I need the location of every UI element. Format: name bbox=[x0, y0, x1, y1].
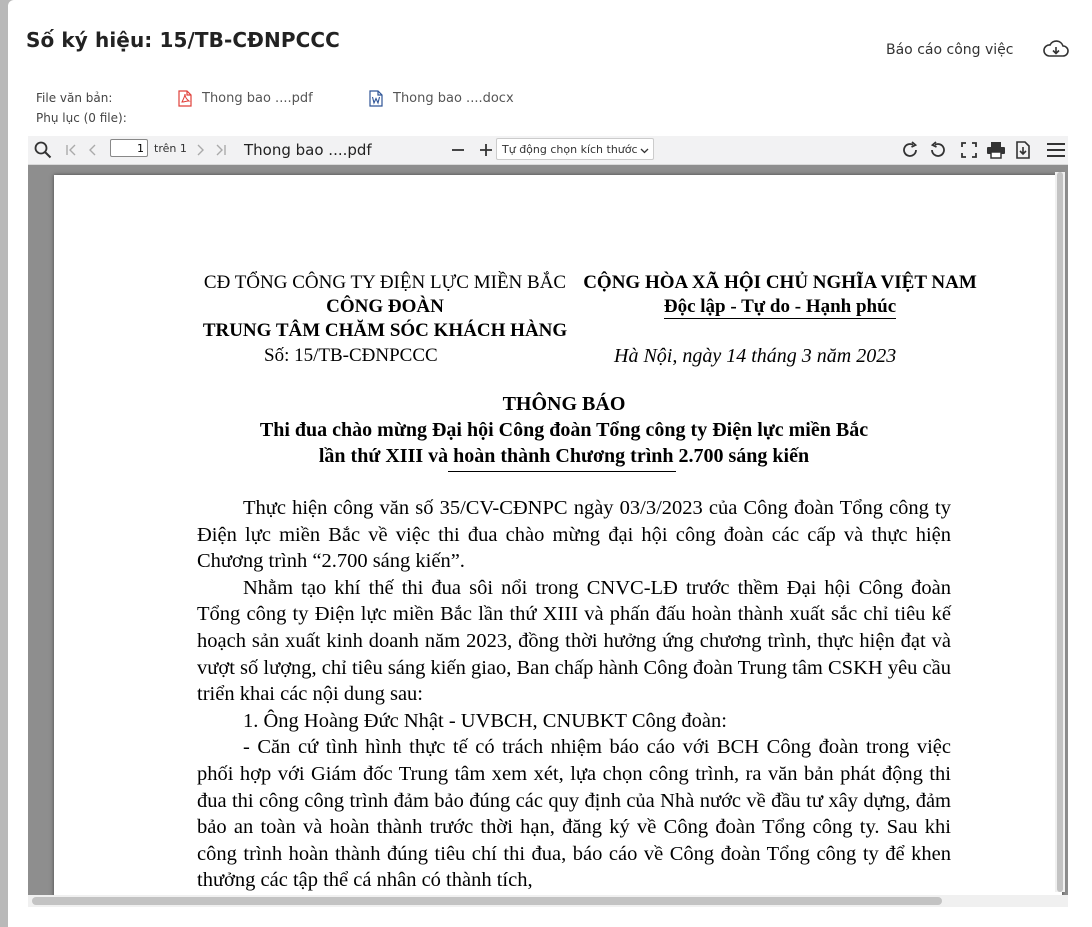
nation-line-1: CỘNG HÒA XÃ HỘI CHỦ NGHĨA VIỆT NAM bbox=[583, 272, 977, 293]
document-body bbox=[197, 495, 951, 894]
vertical-scrollbar[interactable] bbox=[1055, 172, 1065, 892]
body-paragraph: - Căn cứ tình hình thực tế có trách nhiệm báo cáo với BCH Công đoàn trong việc phối hợp với Giám đốc Trung tâm xem xét, lựa chọn công trình, ra văn bản phát động thi đua thi công công trình đảm bảo đúng các quy định của Nhà nước về đầu tư xây dựng, đảm bảo an toàn và hoàn thành trước thời hạn, đăng ký về Công đoàn Tổng công ty. Sau khi công trình hoàn thành đúng tiêu chí thi đua, báo cáo về Công đoàn Tổng công ty để khen thưởng các tập thể cá nhân có thành tích, bbox=[197, 736, 951, 892]
subtitle-underline bbox=[448, 471, 676, 472]
organization-header bbox=[192, 271, 578, 343]
previous-page-icon[interactable] bbox=[84, 140, 102, 160]
pdf-viewer[interactable] bbox=[28, 165, 1068, 907]
rotate-clockwise-icon[interactable] bbox=[898, 140, 922, 160]
body-paragraph: 1. Ông Hoàng Đức Nhật - UVBCH, CNUBKT Công đoàn: bbox=[243, 709, 727, 732]
zoom-select[interactable] bbox=[496, 138, 654, 160]
print-icon[interactable] bbox=[984, 140, 1008, 160]
pdf-page bbox=[54, 175, 1062, 907]
docx-file-name: Thong bao ....docx bbox=[393, 91, 514, 106]
zoom-select-value: Tự động chọn kích thước bbox=[502, 143, 638, 156]
appendix-label: Phụ lục (0 file): bbox=[36, 111, 127, 125]
next-page-icon[interactable] bbox=[192, 140, 208, 160]
page-number-input[interactable] bbox=[110, 139, 148, 157]
body-paragraph: Thực hiện công văn số 35/CV-CĐNPC ngày 03/3/2023 của Công đoàn Tổng công ty Điện lực miền Bắc về việc thi đua chào mừng đại hội công đoàn các cấp và thực hiện Chương trình “2.700 sáng kiến”. bbox=[197, 497, 951, 573]
zoom-out-icon[interactable] bbox=[448, 140, 468, 160]
pdf-file-link[interactable] bbox=[178, 90, 313, 107]
work-report-link[interactable]: Báo cáo công việc bbox=[886, 42, 1014, 58]
menu-icon[interactable] bbox=[1044, 140, 1068, 160]
download-file-icon[interactable] bbox=[1012, 140, 1034, 160]
nation-line-2: Độc lập - Tự do - Hạnh phúc bbox=[663, 296, 897, 317]
cloud-download-icon[interactable] bbox=[1042, 38, 1070, 60]
toolbar-file-name: Thong bao ....pdf bbox=[244, 141, 372, 159]
search-icon[interactable] bbox=[32, 140, 54, 160]
word-file-icon bbox=[369, 90, 383, 107]
first-page-icon[interactable] bbox=[62, 140, 80, 160]
vertical-scroll-thumb[interactable] bbox=[1057, 172, 1063, 892]
org-line-3: TRUNG TÂM CHĂM SÓC KHÁCH HÀNG bbox=[202, 320, 568, 341]
notice-subtitle-2: lần thứ XIII và hoàn thành Chương trình 2.700 sáng kiến bbox=[318, 445, 810, 467]
pdf-toolbar bbox=[28, 136, 1068, 165]
notice-title: THÔNG BÁO bbox=[502, 393, 626, 415]
notice-subtitle-1: Thi đua chào mừng Đại hội Công đoàn Tổng công ty Điện lực miền Bắc bbox=[259, 419, 869, 441]
document-number: Số: 15/TB-CĐNPCCC bbox=[264, 345, 438, 366]
last-page-icon[interactable] bbox=[212, 140, 230, 160]
chevron-down-icon bbox=[640, 145, 649, 158]
horizontal-scrollbar[interactable] bbox=[28, 895, 1068, 907]
nation-header bbox=[580, 271, 980, 319]
body-paragraph: Nhằm tạo khí thế thi đua sôi nổi trong CNVC-LĐ trước thềm Đại hội Công đoàn Tổng công ty Điện lực miền Bắc lần thứ XIII và phấn đấu hoàn thành xuất sắc chỉ tiêu kế hoạch sản xuất kinh doanh năm 2023, đồng thời hưởng ứng chương trình, thực hiện đạt và vượt số lượng, chỉ tiêu sáng kiến giao, Ban chấp hành Công đoàn Trung tâm CSKH yêu cầu triển khai các nội dung sau: bbox=[197, 576, 951, 706]
zoom-in-icon[interactable] bbox=[476, 140, 496, 160]
document-date: Hà Nội, ngày 14 tháng 3 năm 2023 bbox=[614, 345, 897, 367]
document-detail-modal bbox=[8, 0, 1092, 927]
org-line-1: CĐ TỔNG CÔNG TY ĐIỆN LỰC MIỀN BẮC bbox=[203, 272, 567, 293]
rotate-counterclockwise-icon[interactable] bbox=[926, 140, 950, 160]
docx-file-link[interactable] bbox=[369, 90, 514, 107]
pdf-file-name: Thong bao ....pdf bbox=[202, 91, 313, 106]
fullscreen-icon[interactable] bbox=[958, 140, 980, 160]
horizontal-scroll-thumb[interactable] bbox=[32, 897, 942, 905]
pdf-file-icon bbox=[178, 90, 192, 107]
document-code-title: Số ký hiệu: 15/TB-CĐNPCCC bbox=[26, 28, 340, 52]
org-line-2: CÔNG ĐOÀN bbox=[326, 296, 444, 317]
file-label: File văn bản: bbox=[36, 91, 113, 105]
page-count-label: trên 1 bbox=[154, 142, 187, 155]
